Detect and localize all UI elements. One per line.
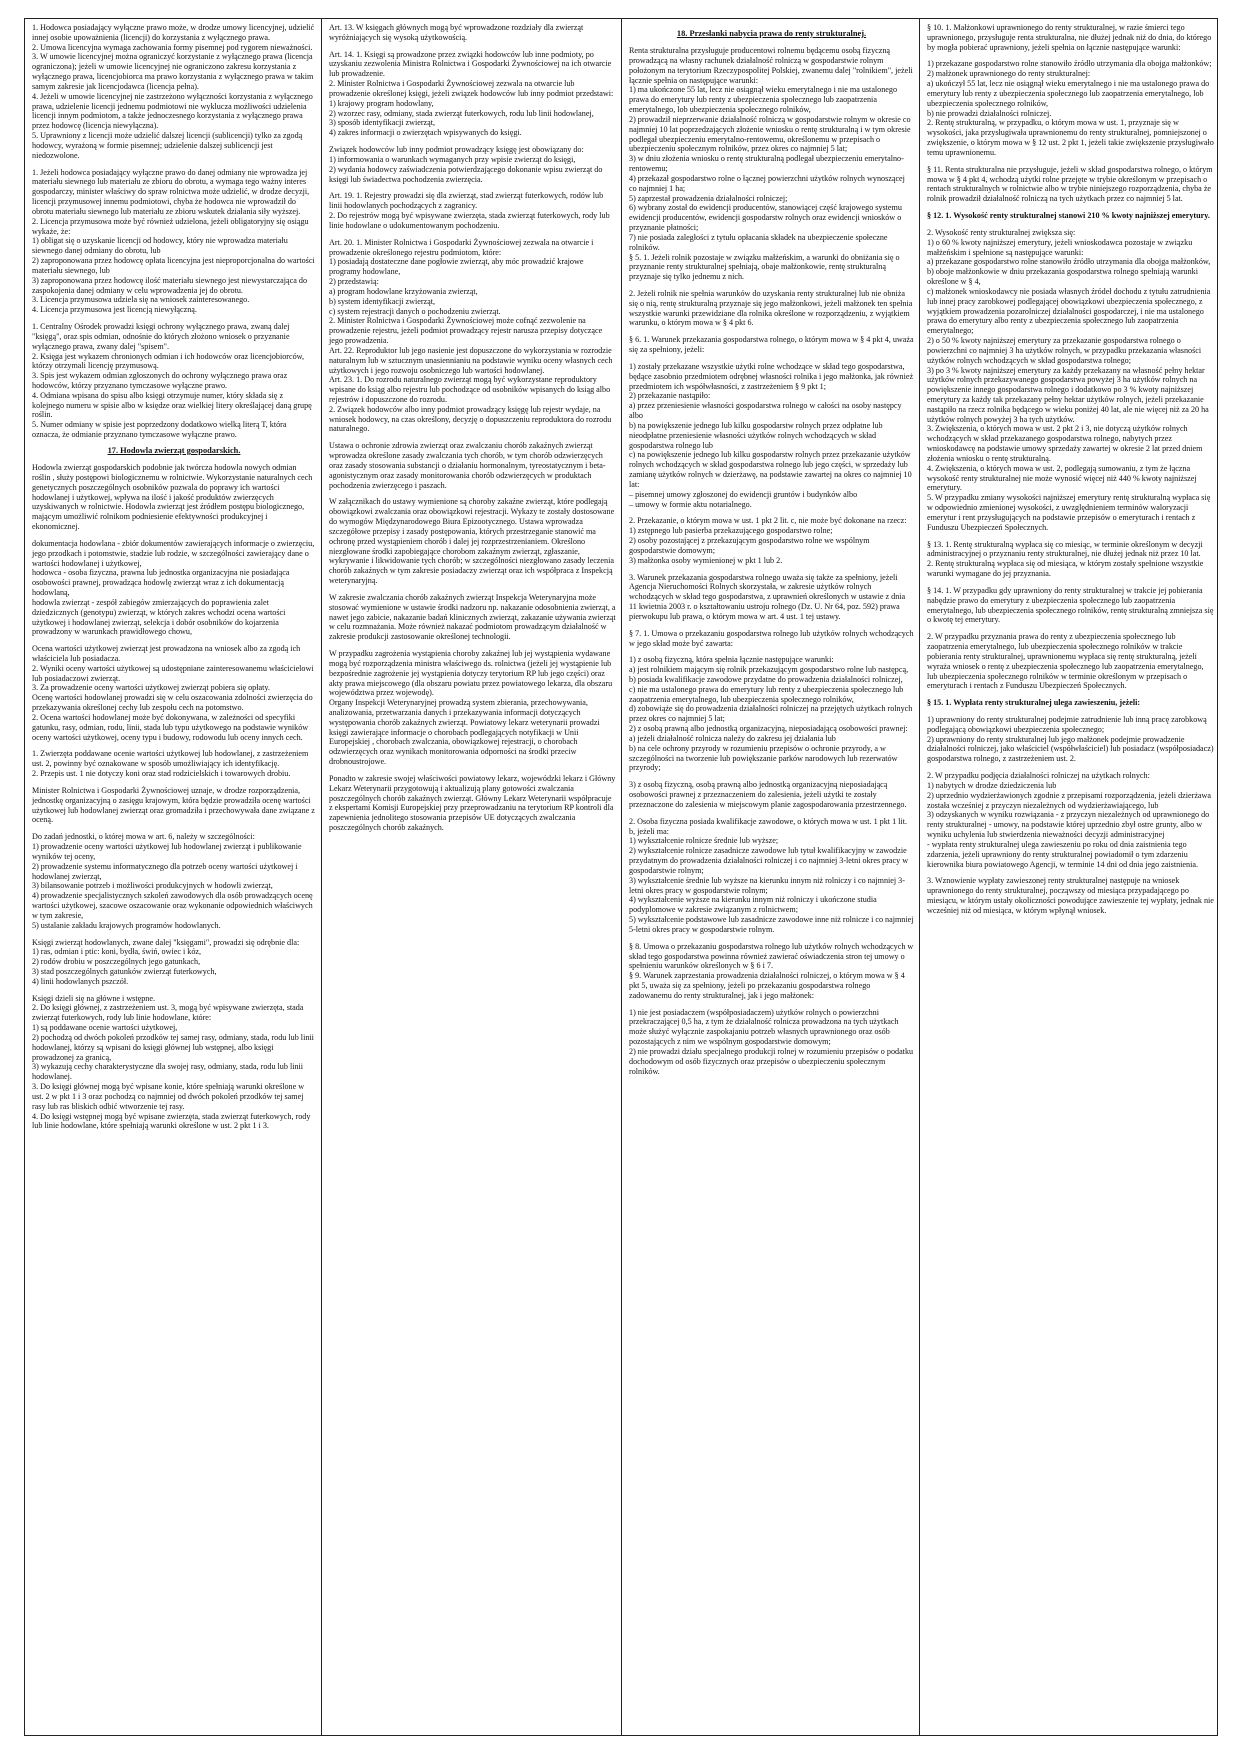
text-paragraph: 3. Warunek przekazania gospodarstwa rolnego uważa się także za spełniony, jeżeli Agencja Nieruchomości Rolnych skorzystała, w zakresie użytków rolnych wchodzących w skład tego gospodarstwa, z uprawnień określonych w ustawie z dnia 11 kwietnia 2003 r. o kształtowaniu ustroju rolnego (Dz. U. Nr 64, poz. 592) prawa pierwokupu lub prawa, o którym mowa w art. 4 ust. 1 tej ustawy. — [629, 572, 906, 621]
text-paragraph: § 13. 1. Rentę strukturalną wypłaca się co miesiąc, w terminie określonym w decyzji administracyjnej o przyznaniu renty strukturalnej, nie dłużej jednak niż przez 10 lat. 2. Rentę strukturalną wypłaca się od miesiąca, w którym zostały spełnione wszystkie warunki wymagane do jej przyznania. — [927, 539, 1204, 579]
text-paragraph: Art. 14. 1. Księgi są prowadzone przez związki hodowców lub inne podmioty, po uzyskaniu zezwolenia Ministra Rolnictwa i Gospodarki Żywnościowej na ich otwarcie lub prowadzenie. 2. Minister Rolnictwa i Gospodarki Żywnościowej zezwala na otwarcie lub prowadzenie określonej księgi, jeżeli związek hodowców lub inny podmiot przedstawi: 1) krajowy program hodowlany, 2) wzorzec rasy, odmiany, stada zwierząt futerkowych, rodu lub linii hodowlanej, 3) sposób identyfikacji zwierząt, 4) zakres informacji o zwierzętach wpisywanych do księgi. — [329, 49, 614, 138]
four-column-table — [24, 18, 1218, 1736]
section-heading: 18. Przesłanki nabycia prawa do renty strukturalnej. — [676, 29, 867, 38]
text-paragraph: 3. Wznowienie wypłaty zawieszonej renty strukturalnej następuje na wniosek uprawnionego do renty strukturalnej, począwszy od miesiąca przypadającego po miesiącu, w którym ustały okoliczności powodujące zawieszenie tej wypłaty, jednak nie wcześniej niż od miesiąca, w którym wpłynął wniosek. — [927, 876, 1214, 915]
section-heading: 17. Hodowla zwierząt gospodarskich. — [107, 445, 241, 455]
text-paragraph: § 10. 1. Małżonkowi uprawnionego do renty strukturalnej, w razie śmierci tego uprawnionego, przysługuje renta strukturalna, nie dłużej jednak niż do dnia, do którego by mogła pobierać uprawniony, jeżeli spełnia on łącznie następujące warunki: — [927, 23, 1212, 52]
text-paragraph: Hodowla zwierząt gospodarskich podobnie jak twórcza hodowla nowych odmian roślin , służy postępowi biologicznemu w rolnictwie. Wykorzystanie naturalnych cech genetycznych poszczególnych osobników pozwala do poprawy ich wartości hodowlanej i użytkowej, wpływa na ilość i jakość produktów zwierzęcych uzyskiwanych w rolnictwie. Hodowla zwierząt jest źródłem postępu biologicznego, mającym umożliwić rolnikom podniesienie efektywności produkcyjnej i ekonomicznej. — [32, 463, 313, 532]
text-paragraph: 1) nie jest posiadaczem (współposiadaczem) użytków rolnych o powierzchni przekraczającej 0,5 ha, z tym że działalność rolnicza prowadzona na tych użytkach może służyć wyłącznie zaspokajaniu potrzeb własnych uprawnionego oraz osób pozostających z nim we wspólnym gospodarstwie domowym; 2) nie prowadzi działu specjalnego produkcji rolnej w rozumieniu przepisów o podatku dochodowym od osób fizycznych oraz przepisów o ubezpieczeniu społecznym rolników. — [629, 1007, 914, 1076]
text-paragraph: Art. 20. 1. Minister Rolnictwa i Gospodarki Żywnościowej zezwala na otwarcie i prowadzenie określonego rejestru podmiotom, które: 1) posiadają dostateczne dane pogłowie zwierząt, aby móc prowadzić krajowe programy hodowlane, 2) przedstawią: a) program hodowlane krzyżowania zwierząt, b) system identyfikacji zwierząt, c) system rejestracji danych o pochodzeniu zwierząt. 2. Minister Rolnictwa i Gospodarki Żywnościowej może cofnąć zezwolenie na prowadzenie rejestru, jeżeli podmiot prowadzący rejestr narusza przepisy dotyczące jego prowadzenia. Art. 22. Reproduktor lub jego nasienie jest dopuszczone do wykorzystania w rozrodzie naturalnym lub w sztucznym unasiennianiu na podstawie wyniku oceny własnych cech użytkowych i jego rozwoju osobniczego lub wartości hodowlanej. Art. 23. 1. Do rozrodu naturalnego zwierząt mogą być wykorzystane reproduktory wpisane do ksiąg albo rejestru lub pochodzące od osobników wpisanych do ksiąg albo rejestrów i dopuszczone do rozrodu. 2. Związek hodowców albo inny podmiot prowadzący księgę lub rejestr wydaje, na wniosek hodowcy, na czas określony, decyzję o dopuszczeniu reproduktora do rozrodu naturalnego. — [329, 237, 613, 434]
column-3 — [622, 19, 920, 1735]
text-paragraph: Art. 13. W księgach głównych mogą być wprowadzone rozdziały dla zwierząt wyróżniających się wysoką użytkowością. — [329, 23, 584, 42]
text-paragraph: § 7. 1. Umowa o przekazaniu gospodarstwa rolnego lub użytków rolnych wchodzących w jego skład może być zawarta: — [629, 628, 914, 648]
column-2 — [322, 19, 622, 1735]
text-paragraph: Do zadań jednostki, o której mowa w art. 6, należy w szczególności: 1) prowadzenie oceny wartości użytkowej lub hodowlanej zwierząt i publikowanie wyników tej oceny, 2) prowadzenie systemu informatycznego dla potrzeb oceny wartości użytkowej i hodowlanej zwierząt, 3) bilansowanie potrzeb i możliwości produkcyjnych w hodowli zwierząt, 4) prowadzenie specjalistycznych szkoleń zawodowych dla osób prowadzących ocenę wartości użytkowej, szacowe oszacowanie oraz wykonanie odpowiednich właściwych w tym zakresie, 5) ustalanie zakładu krajowych programów hodowlanych. — [32, 832, 313, 930]
text-paragraph: Art. 19. 1. Rejestry prowadzi się dla zwierząt, stad zwierząt futerkowych, rodów lub linii hodowlanych pochodzących z zagranicy. 2. Do rejestrów mogą być wpisywane zwierzęta, stada zwierząt futerkowych, rody lub linie hodowlane o udokumentowanym pochodzeniu. — [329, 191, 610, 230]
text-paragraph: 2. W przypadku podjęcia działalności rolniczej na użytkach rolnych: 1) nabytych w drodze dziedziczenia lub 2) uprzednio wydzierżawionych zgodnie z przepisami rozporządzenia, jeżeli dzierżawa została wcześniej z przyczyn niezależnych od wydzierżawiającego, lub 3) odzyskanych w wyniku rozwiązania - z przyczyn niezależnych od uprawnionego do renty strukturalnej - umowy, na podstawie której uprzednio zbył ostre grunty, albo w wyniku uchylenia lub stwierdzenia nieważności decyzji administracyjnej - wypłata renty strukturalnej ulega zawieszeniu po roku od dnia zaistnienia tego zdarzenia, jeżeli uprawniony do renty strukturalnej powiadomił o tym zdarzeniu kierownika biura powiatowego Agencji, w terminie 14 dni od dnia jego zaistnienia. — [927, 771, 1212, 869]
text-paragraph: Ustawa o ochronie zdrowia zwierząt oraz zwalczaniu chorób zakaźnych zwierząt wprowadza określone zasady zwalczania tych chorób, w tym chorób odzwierzęcych oraz zasady stosowania substancji o działaniu hormonalnym, tyreostatycznym i beta- agonistycznym oraz zasady monitorowania chorób odzwierzęcych w produktach pochodzenia zwierzęcego i paszach. — [329, 441, 606, 490]
text-paragraph: 3) z osobą fizyczną, osobą prawną albo jednostką organizacyjną nieposiadającą osobowości prawnej z przeznaczeniem do zalesienia, jeżeli użytki te zostały przeznaczone do zalesienia w miejscowym planie zagospodarowania przestrzennego. — [629, 780, 907, 809]
text-paragraph: § 6. 1. Warunek przekazania gospodarstwa rolnego, o którym mowa w § 4 pkt 4, uważa się za spełniony, jeżeli: — [629, 335, 914, 355]
text-paragraph: § 12. 1. Wysokość renty strukturalnej stanowi 210 % kwoty najniższej emerytury. — [927, 211, 1210, 221]
text-paragraph: 1. Jeżeli hodowca posiadający wyłączne prawo do danej odmiany nie wprowadza jej materiału siewnego lub materiału ze zbioru do obrotu, a wymaga tego ważny interes gospodarczy, minister właściwy do spraw rolnictwa może udzielić, w drodze decyzji, licencji przymusowej innemu podmiotowi, chyba że hodowca nie wprowadził do obrotu materiału siewnego lub materiału ze zbioru wskutek działania siły wyższej. 2. Licencja przymusowa może być również udzielona, jeżeli obligatoryjny się osiągu wykaże, że: 1) obligat się o uzyskanie licencji od hodowcy, który nie wprowadza materiału siewnego danej odmiany do obrotu, lub 2) zaproponowana przez hodowcę opłata licencyjna jest nieproporcjonalna do wartości materiału siewnego, lub 3) zaproponowana przez hodowcę ilość materiału siewnego jest niewystarczająca do zaspokojenia danej odmiany w celu wprowadzenia jej do obrotu. 3. Licencja przymusowa udziela się na wniosek zainteresowanego. 4. Licencja przymusowa jest licencją niewyłączną. — [32, 167, 315, 315]
text-paragraph: Ponadto w zakresie swojej właściwości powiatowy lekarz, wojewódzki lekarz i Główny Lekarz Weterynarii przygotowują i aktualizują plany gotowości zwalczania poszczególnych chorób zakaźnych zwierząt. Główny Lekarz Weterynarii współpracuje z ekspertami Komisji Europejskiej przy przeprowadzaniu na terytorium RP kontroli dla zapewnienia jednolitego stosowania przepisów UE dotyczących zwalczania poszczególnych chorób zakaźnych. — [329, 773, 616, 833]
text-paragraph: 1) przekazane gospodarstwo rolne stanowiło źródło utrzymania dla obojga małżonków; 2) małżonek uprawnionego do renty strukturalnej: a) ukończył 55 lat, lecz nie osiągnął wieku emerytalnego i nie ma ustalonego prawa do emerytury lub renty z ubezpieczenia społecznego lub zaopatrzenia emerytalnego, lob ubezpieczenia społecznego rolników, b) nie prowadzi działalności rolniczej. 2. Rentę strukturalną, w przypadku, o którym mowa w ust. 1, przyznaje się w wysokości, jaka przysługiwała uprawnionemu do renty strukturalnej, pomniejszonej o zwiększenie, o którym mowa w § 12 ust. 2 pkt 1, jeżeli takie zwiększenie przysługiwało temu uprawnionemu. — [927, 59, 1214, 157]
text-paragraph: Minister Rolnictwa i Gospodarki Żywnościowej uznaje, w drodze rozporządzenia, jednostkę organizacyjną o zasięgu krajowym, która będzie prowadziła ocenę wartości użytkowej lub hodowlanej zwierząt oraz gromadziła i przechowywała dane związane z oceną. — [32, 785, 315, 825]
text-paragraph: 1. Centralny Ośrodek prowadzi księgi ochrony wyłącznego prawa, zwaną dalej "księgą", oraz spis odmian, odnośnie do których złożono wniosek o przyznanie wyłącznego prawa, zwany dalej "spisem". 2. Księga jest wykazem chronionych odmian i ich hodowców oraz licencjobiorców, którzy otrzymali licencję przymusową. 3. Spis jest wykazem odmian zgłoszonych do ochrony wyłącznego prawa oraz hodowców, którzy przyznano tymczasowe wyłączne prawo. 4. Odmiana wpisana do spisu albo księgi otrzymuje numer, który składa się z kolejnego numeru w spisie albo w księdze oraz wielkiej litery określającej daną grupę roślin. 5. Numer odmiany w spisie jest poprzedzony dodatkowo wielką literą T, która oznacza, że odmianie przyznano tymczasowe wyłączne prawo. — [32, 322, 312, 440]
text-paragraph: W załącznikach do ustawy wymienione są choroby zakaźne zwierząt, które podlegają obowiązkowi zwalczania oraz obowiązkowi rejestracji. Wykazy te zostały dostosowane do wymogów Międzynarodowego Biura Epizootycznego. Ustawa wprowadza szczegółowe przepisy i zasady postępowania, których przestrzeganie stanowić ma ochronę przed wystąpieniem chorób i dalej jej rozprzestrzenianiem. Określono niezgłowane środki zapobiegające chorobom zakaźnym zwierząt, zgłaszanie, wykrywanie i likwidowanie tych chorób; w szczególności niezgłowano zasady leczenia chorób zakaźnych w tym zakresie posiadaczy zwierząt oraz ich współpraca z Inspekcją weterynaryjną. — [329, 497, 615, 586]
text-paragraph: 2. Przekazanie, o którym mowa w ust. 1 pkt 2 lit. c, nie może być dokonane na rzecz: 1) zstępnego lub pasierba przekazującego gospodarstwo rolne; 2) osoby pozostającej z przekazującym gospodarstwo rolne we wspólnym gospodarstwie domowym; 3) małżonka osoby wymienionej w pkt 1 lub 2. — [629, 516, 907, 565]
text-paragraph: 1) z osobą fizyczną, która spełnia łącznie następujące warunki: a) jest rolnikiem mającym się rolnik przekazującym gospodarstwo rolne lub następcą, b) posiada kwalifikacje zawodowe przydatne do prowadzenia działalności rolniczej, c) nie ma ustalonego prawa do emerytury lub renty z ubezpieczenia społecznego lub zaopatrzenia emerytalnego, lub ubezpieczenia społecznego rolników, d) zobowiąże się do prowadzenia działalności rolniczej na przejętych użytkach rolnych przez okres co najmniej 5 lat; 2) z osobą prawną albo jednostką organizacyjną, nieposiadającą osobowości prawnej: a) jeżeli działalność rolnicza należy do zakresu jej działania lub b) na cele ochrony przyrody w rozumieniu przepisów o ochronie przyrody, a w szczególności na tworzenie lub powiększanie parków narodowych lub rezerwatów przyrody; — [629, 655, 913, 773]
text-paragraph: 2. W przypadku przyznania prawa do renty z ubezpieczenia społecznego lub zaopatrzenia emerytalnego, lub ubezpieczenia społecznego rolników w trakcie pobierania renty strukturalnej, uprawnionemu wypłaca się rentę strukturalną, jeżeli wyraża wniosek o rentę z ubezpieczenia społecznego lub zaopatrzenia emerytalnego, lub ubezpieczenia społecznego rolników w terminie określonym w przepisach o emeryturach i rentach z Funduszu Ubezpieczeń Społecznych. — [927, 632, 1204, 691]
text-paragraph: § 8. Umowa o przekazaniu gospodarstwa rolnego lub użytków rolnych wchodzących w skład tego gospodarstwa powinna również zawierać oświadczenia stron tej umowy o spełnieniu warunków określonych w § 6 i 7. § 9. Warunek zaprzestania prowadzenia działalności rolniczej, o którym mowa w § 4 pkt 5, uważa się za spełniony, jeżeli po przekazaniu gospodarstwa rolnego zadowanemu do renty strukturalnej, jak i jego małżonek: — [629, 941, 914, 1000]
column-1 — [25, 19, 322, 1735]
text-paragraph: Księgi zwierząt hodowlanych, zwane dalej "księgami", prowadzi się odrębnie dla: 1) ras, odmian i ptic: koni, bydła, świń, owiec i kóz, 2) rodów drobiu w poszczególnych jego gatunkach, 3) stad poszczególnych gatunków zwierząt futerkowych, 4) linii hodowlanych pszczół. — [32, 937, 300, 986]
text-paragraph: § 11. Renta strukturalna nie przysługuje, jeżeli w skład gospodarstwa rolnego, o którym mowa w § 4 pkt 4, wchodzą użytki rolne przejęte w trybie określonym w przepisach o rentach strukturalnych w rolnictwie albo w trybie niniejszego rozporządzenia, chyba że rolnik prowadził działalność rolniczą na tych użytkach przez co najmniej 5 lat. — [927, 164, 1213, 204]
text-paragraph: 2. Jeżeli rolnik nie spełnia warunków do uzyskania renty strukturalnej lub nie obniża się o nią, rentę strukturalną przyznaje się jego małżonkowi, jeżeli małżonek ten spełnia wszystkie warunki przewidziane dla rolnika określone w rozporządzeniu, z wyjątkiem warunku, o którym mowa w § 4 pkt 6. — [629, 289, 913, 328]
text-paragraph: W zakresie zwalczania chorób zakaźnych zwierząt Inspekcja Weterynaryjna może stosować wymienione w ustawie środki nadzoru np. nakazanie odosobnienia zwierząt, a nawet jego zabicie, nakazanie badań klinicznych zwierząt, zakazanie używania zwierząt w celu rozmnażania. Może również nakazać podmiotom prowadzącym działalność w zakresie produkcji zastosowanie określonej technologii. — [329, 592, 616, 642]
text-paragraph: W przypadku zagrożenia wystąpienia choroby zakaźnej lub jej wystąpienia wydawane mogą być rozporządzenia ministra właściwego ds. rolnictwa (jeżeli jej wystąpienie lub bezpośrednie zagrożenie jej wystąpienia dotyczy terytorium RP lub jego części) oraz akty prawa miejscowego (dla obszaru powiatu przez powiatowego lekarza, dla obszaru województwa przez wojewodę). Organy Inspekcji Weterynaryjnej prowadzą system zbierania, przechowywania, analizowania, przetwarzania danych i przekazywania informacji dotyczących występowania chorób zakaźnych zwierząt. Powiatowy lekarz weterynarii prowadzi księgi zawierające informacje o chorobach podlegających notyfikacji w Unii Europejskiej , chorobach zwalczania, obowiązkowej rejestracji, o chorobach odzwierzęcych oraz wynikach monitorowania odporności na środki przeciw drobnoustrojowe. — [329, 649, 613, 767]
text-paragraph: § 15. 1. Wypłata renty strukturalnej ulega zawieszeniu, jeżeli: — [927, 698, 1141, 708]
text-paragraph: 1) uprawniony do renty strukturalnej podejmie zatrudnienie lub inną pracę zarobkową podlegającą obowiązkowi ubezpieczenia społecznego; 2) uprawniony do renty strukturalnej lub jego małżonek podejmie prowadzenie działalności rolniczej, jako właściciel (współwłaściciel) lub posiadacz (współposiadacz) gospodarstwa rolnego, z zastrzeżeniem ust. 2. — [927, 715, 1214, 764]
text-paragraph: 1) zostały przekazane wszystkie użytki rolne wchodzące w skład tego gospodarstwa, będące zasobnio przedmiotem odrębnej własności rolnika i jego małżonka, jak również przedmiotem ich współwłasności, z zastrzeżeniem § 9 pkt 1; 2) przekazanie nastąpiło: a) przez przeniesienie własności gospodarstwa rolnego w całości na osoby następcy albo b) na powiększenie jednego lub kilku gospodarstw rolnych przez odpłatne lub nieodpłatne przeniesienie własności użytków rolnych wchodzących w skład gospodarstwa rolnego lub c) na powiększenie jednego lub kilku gospodarstw rolnych przez przekazanie użytków rolnych wchodzących w skład gospodarstwa rolnego lub jego części, w sprzedaży lub zamianę użytków rolnych w dzierżawę, na podstawie zawartej na okres co najmniej 10 lat: – pisemnej umowy zgłoszonej do ewidencji gruntów i budynków albo – umowy w formie aktu notarialnego. — [629, 361, 914, 509]
text-paragraph: 1. Zwierzęta poddawane ocenie wartości użytkowej lub hodowlanej, z zastrzeżeniem ust. 2, powinny być oznakowane w sposób umożliwiający ich identyfikację. 2. Przepis ust. 1 nie dotyczy koni oraz stad rodzicielskich i towarowych drobiu. — [32, 749, 309, 779]
text-paragraph: dokumentacja hodowlana - zbiór dokumentów zawierających informacje o zwierzęciu, jego przodkach i potomstwie, stadzie lub rodzie, w szczególności zawierający dane o wartości hodowlanej i użytkowej, hodowca - osoba fizyczna, prawna lub jednostka organizacyjna nie posiadająca osobowości prawnej, prowadząca hodowlę zwierząt wraz z ich dokumentacją hodowlaną, hodowla zwierząt - zespół zabiegów zmierzających do poprawienia zalet dziedzicznych (genotypu) zwierząt, w których zakres wchodzi ocena wartości użytkowej i hodowlanej zwierząt, selekcja i dobór osobników do kojarzenia prowadzony w warunkach prawidłowego chowu, — [32, 538, 315, 637]
text-paragraph: 2. Osoba fizyczna posiada kwalifikacje zawodowe, o których mowa w ust. 1 pkt 1 lit. b, jeżeli ma: 1) wykształcenie rolnicze średnie lub wyższe; 2) wykształcenie rolnicze zasadnicze zawodowe lub tytuł kwalifikacyjny w zawodzie przydatnym do prowadzenia działalności rolniczej i co najmniej 3-letni okres pracy w gospodarstwie rolnym; 3) wykształcenie średnie lub wyższe na kierunku innym niż rolniczy i co najmniej 3-letni okres pracy w gospodarstwie rolnym; 4) wykształcenie wyższe na kierunku innym niż rolniczy i ukończone studia podyplomowe w zakresie związanym z rolnictwem; 5) wykształcenie podstawowe lub zasadnicze zawodowe inne niż rolnicze i co najmniej 5-letni okres pracy w gospodarstwie rolnym. — [629, 816, 914, 934]
text-paragraph: Renta strukturalna przysługuje producentowi rolnemu będącemu osobą fizyczną prowadzącą na własny rachunek działalność rolniczą w gospodarstwie rolnym położonym na terytorium Rzeczypospolitej Polskiej, zwanemu dalej "rolnikiem", jeżeli łącznie spełnia on następujące warunki: 1) ma ukończone 55 lat, lecz nie osiągnął wieku emerytalnego i nie ma ustalonego prawa do emerytury lub renty z ubezpieczenia społecznego lub zaopatrzenia emerytalnego, lob ubezpieczenia społecznego rolników, 2) prowadził nieprzerwanie działalność rolniczą w gospodarstwie rolnym w okresie co najmniej 10 lat poprzedzających złożenie wniosku o rentę strukturalną i w tym okresie podlegał ubezpieczeniu emerytalno-rentowemu, określonemu w przepisach o ubezpieczeniu społecznym rolników, przez okres co najmniej 5 lat; 3) w dniu złożenia wniosku o rentę strukturalną podlegał ubezpieczeniu emerytalno-rentowemu; 4) przekazał gospodarstwo rolne o łącznej powierzchni użytków rolnych wynoszącej co najmniej 1 ha; 5) zaprzestał prowadzenia działalności rolniczej; 6) wybrany został do ewidencji producentów, stanowiącej część krajowego systemu ewidencji producentów, ewidencji gospodarstw rolnych oraz ewidencji wniosków o przyznanie płatności; 7) nie posiada zaległości z tytułu opłacania składek na ubezpieczenie społeczne rolników. § 5. 1. Jeżeli rolnik pozostaje w związku małżeńskim, a warunki do obniżania się o przyznanie renty strukturalnej spełniają, obaje małżonkowie, rentę strukturalną przyznaje się tylko jednemu z nich. — [629, 46, 913, 282]
text-paragraph: 2. Wysokość renty strukturalnej zwiększa się: 1) o 60 % kwoty najniższej emerytury, jeżeli wnioskodawca pozostaje w związku małżeńskim i spełnione są następujące warunki: a) przekazane gospodarstwo rolne stanowiło źródło utrzymania dla obojga małżonków, b) oboje małżonkowie w dniu przekazania gospodarstwa rolnego spełniają warunki określone w § 4, c) małżonek wnioskodawcy nie posiada własnych źródeł dochodu z tytułu zatrudnienia lub innej pracy zarobkowej podlegającej obowiązkowi ubezpieczenia społecznego, z wyjątkiem prowadzenia pozarolniczej działalności gospodarczej, i nie ma ustalonego prawa do emerytury albo renty z ubezpieczenia społecznego lub zaopatrzenia emerytalnego; 2) o 50 % kwoty najniższej emerytury za przekazanie gospodarstwa rolnego o powierzchni co najmniej 3 ha użytków rolnych, w przypadku przekazania własności użytków rolnych wchodzących w skład gospodarstwa rolnego; 3) po 3 % kwoty najniższej emerytury za każdy przekazany na własność pełny hektar użytków rolnych przekazywanego gospodarstwa powyżej 3 ha użytków rolnych na powiększenie innego gospodarstwa rolnego i dodatkowo po 3 % kwoty najniższej emerytury za każdy tak przekazany pełny hektar użytków rolnych, jeżeli przekazanie nastąpiło na rzecz rolnika będącego w wieku poniżej 40 lat, ale nie więcej niż za 20 ha użytków rolnych powyżej 3 ha tych użytków. 3. Zwiększenia, o których mowa w ust. 2 pkt 2 i 3, nie dotyczą użytków rolnych wchodzących w skład przekazanego gospodarstwa rolnego, nabytych przez wnioskodawcę na podstawie umowy sprzedaży zawartej w okresie 2 lat przed dniem złożenia wniosku o rentę strukturalną. 4. Zwiększenia, o których mowa w ust. 2, podlegają sumowaniu, z tym że łączna wysokość renty strukturalnej nie może wynosić więcej niż 440 % kwoty najniższej emerytury. 5. W przypadku zmiany wysokości najniższej emerytury rentę strukturalną wypłaca się w odpowiednio zmienionej wysokości, z uwzględnieniem terminów waloryzacji emerytur i rent przysługujących na podstawie przepisów o emeryturach i rentach z Funduszu Ubezpieczeń Społecznych. — [927, 227, 1211, 532]
column-4 — [920, 19, 1219, 1735]
text-paragraph: Księgi dzieli się na główne i wstępne. 2. Do księgi głównej, z zastrzeżeniem ust. 3, mogą być wpisywane zwierzęta, stada zwierząt futerkowych, rody lub linie hodowlane, które: 1) są poddawane ocenie wartości użytkowej, 2) pochodzą od dwóch pokoleń przodków tej samej rasy, odmiany, stada, rodu lub linii hodowlanej, którzy są wpisani do księgi głównej lub wstępnej, albo księgi prowadzonej za granicą, 3) wykazują cechy charakterystyczne dla swojej rasy, odmiany, stada, rodu lub linii hodowlanej. 3. Do księgi głównej mogą być wpisane konie, które spełniają warunki określone w ust. 2 w pkt 1 i 3 oraz pochodzą co najmniej od dwóch pokoleń przodków tej samej rasy lub ras bliskich odbić wtworzenie tej rasy. 4. Do księgi wstępnej mogą być wpisane zwierzęta, stada zwierząt futerkowych, rody lub linie hodowlane, które spełniają warunki określone w ust. 2 pkt 1 i 3. — [32, 993, 314, 1131]
text-paragraph: § 14. 1. W przypadku gdy uprawniony do renty strukturalnej w trakcie jej pobierania nabędzie prawo do emerytury z ubezpieczenia społecznego lub zaopatrzenia emerytalnego, lub ubezpieczenia społecznego rolników, rentę strukturalną zmniejsza się o kwotę tej emerytury. — [927, 585, 1214, 625]
text-paragraph: 1. Hodowca posiadający wyłączne prawo może, w drodze umowy licencyjnej, udzielić innej osobie upoważnienia (licencji) do korzystania z wyłącznego prawa. 2. Umowa licencyjna wymaga zachowania formy pisemnej pod rygorem nieważności. 3. W umowie licencyjnej można ograniczyć korzystanie z wyłącznego prawa (licencja ograniczona); jeżeli w umowie licencyjnej nie ograniczono zakresu korzystania z wyłącznego prawa, licencjobiorca ma prawo korzystania z wyłącznego prawa w takim samym zakresie jak licencjodawca (licencja pełna). 4. Jeżeli w umowie licencyjnej nie zastrzeżono wyłączności korzystania z wyłącznego prawa, udzielenie licencji jednemu podmiotowi nie wyklucza możliwości udzielenia licencji innym podmiotom, a także jednoczesnego korzystania z wyłącznego prawa przez hodowcę (licencja niewyłączna). 5. Uprawniony z licencji może udzielić dalszej licencji (sublicencji) tylko za zgodą hodowcy, wyrażoną w formie pisemnej; udzielenie dalszej sublicencji jest niedozwolone. — [32, 23, 315, 160]
text-paragraph: Ocena wartości użytkowej zwierząt jest prowadzona na wniosek albo za zgodą ich właściciela lub posiadacza. 2. Wyniki oceny wartości użytkowej są udostępniane zainteresowanemu właścicielowi lub posiadaczowi zwierząt. 3. Za prowadzenie oceny wartości użytkowej zwierząt pobiera się opłaty. Ocenę wartości hodowlanej prowadzi się w celu oszacowania zdolności zwierzęcia do przekazywania określonej cechy lub zespołu cech na potomstwo. 2. Ocena wartości hodowlanej może być dokonywana, w zależności od specyfiki gatunku, rasy, odmian, rodu, linii, stada lub typu użytkowego na podstawie wyników oceny wartości użytkowej, oceny typu i budowy, rodowodu lub oceny innych cech. — [32, 644, 314, 742]
text-paragraph: Związek hodowców lub inny podmiot prowadzący księgę jest obowiązany do: 1) informowania o warunkach wymaganych przy wpisie zwierząt do księgi, 2) wydania hodowcy zaświadczenia potwierdzającego dokonanie wpisu zwierząt do księgi lub świadectwa pochodzenia zwierzęcia. — [329, 145, 603, 184]
